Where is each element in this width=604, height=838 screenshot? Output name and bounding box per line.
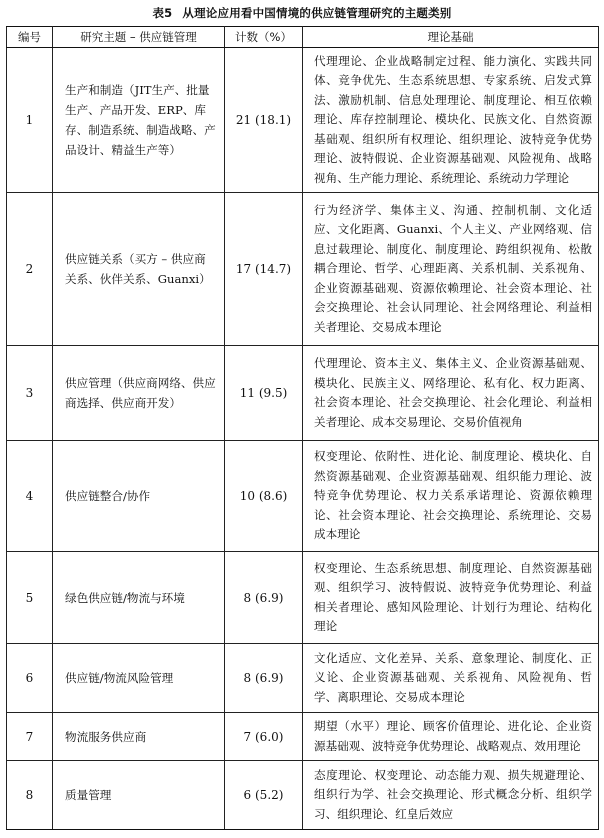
row-theory: 权变理论、依附性、进化论、制度理论、模块化、自然资源基础观、企业资源基础观、组织能力理论、波特竞争优势理论、权力关系承诺理论、资源依赖理论、社会资本理论、社会交换理论、系统理论、交易成本理论 (303, 441, 599, 552)
row-theory: 文化适应、文化差异、关系、意象理论、制度化、正义论、企业资源基础观、关系视角、风险视角、哲学、离职理论、交易成本理论 (303, 644, 599, 713)
row-theory: 行为经济学、集体主义、沟通、控制机制、文化适应、文化距离、Guanxi、个人主义、产业网络观、信息过载理论、制度化、制度理论、跨组织视角、松散耦合理论、哲学、心理距离、关系机制、关系视角、企业资源基础观、资源依赖理论、社会资本理论、社会交换理论、社会认同理论、社会网络理论、利益相关者理论、交易成本理论 (303, 193, 599, 346)
row-count: 17 (14.7) (225, 193, 303, 346)
row-count: 7 (6.0) (225, 713, 303, 761)
row-id: 8 (7, 761, 53, 830)
row-count: 10 (8.6) (225, 441, 303, 552)
row-count: 8 (6.9) (225, 644, 303, 713)
row-id: 1 (7, 48, 53, 193)
row-id: 6 (7, 644, 53, 713)
header-count: 计数（%） (225, 27, 303, 48)
row-topic: 物流服务供应商 (53, 713, 225, 761)
header-topic: 研究主题 – 供应链管理 (53, 27, 225, 48)
theory-topic-table (6, 26, 599, 830)
table-row (7, 441, 599, 552)
row-count: 21 (18.1) (225, 48, 303, 193)
row-topic: 质量管理 (53, 761, 225, 830)
row-topic: 供应链/物流风险管理 (53, 644, 225, 713)
row-theory: 代理理论、企业战略制定过程、能力演化、实践共同体、竞争优先、生态系统思想、专家系统、启发式算法、激励机制、信息处理理论、制度理论、相互依赖理论、库存控制理论、模块化、民族文化、自然资源基础观、组织所有权理论、组织理论、波特竞争优势理论、波特假说、企业资源基础观、风险视角、战略视角、生产能力理论、系统理论、系统动力学理论 (303, 48, 599, 193)
table-row (7, 193, 599, 346)
row-topic: 供应管理（供应商网络、供应商选择、供应商开发） (53, 346, 225, 441)
row-theory: 态度理论、权变理论、动态能力观、损失规避理论、组织行为学、社会交换理论、形式概念分析、组织学习、组织理论、红皇后效应 (303, 761, 599, 830)
table-title: 从理论应用看中国情境的供应链管理研究的主题类别 (182, 6, 452, 20)
row-id: 5 (7, 552, 53, 644)
row-id: 7 (7, 713, 53, 761)
table-header-row (7, 27, 599, 48)
row-theory: 权变理论、生态系统思想、制度理论、自然资源基础观、组织学习、波特假说、波特竞争优势理论、利益相关者理论、感知风险理论、计划行为理论、结构化理论 (303, 552, 599, 644)
row-topic: 生产和制造（JIT生产、批量生产、产品开发、ERP、库存、制造系统、制造战略、产品设计、精益生产等） (53, 48, 225, 193)
table-row (7, 713, 599, 761)
row-topic: 供应链关系（买方 – 供应商关系、伙伴关系、Guanxi） (53, 193, 225, 346)
row-topic: 绿色供应链/物流与环境 (53, 552, 225, 644)
header-theory: 理论基础 (303, 27, 599, 48)
row-id: 2 (7, 193, 53, 346)
table-number: 表5 (152, 6, 173, 20)
table-row (7, 761, 599, 830)
row-id: 4 (7, 441, 53, 552)
table-row (7, 552, 599, 644)
row-topic: 供应链整合/协作 (53, 441, 225, 552)
table-row (7, 346, 599, 441)
row-theory: 期望（水平）理论、顾客价值理论、进化论、企业资源基础观、波特竞争优势理论、战略观点、效用理论 (303, 713, 599, 761)
table-caption (0, 5, 604, 21)
row-id: 3 (7, 346, 53, 441)
row-count: 11 (9.5) (225, 346, 303, 441)
row-count: 8 (6.9) (225, 552, 303, 644)
table-row (7, 48, 599, 193)
row-count: 6 (5.2) (225, 761, 303, 830)
row-theory: 代理理论、资本主义、集体主义、企业资源基础观、模块化、民族主义、网络理论、私有化、权力距离、社会资本理论、社会交换理论、社会化理论、利益相关者理论、成本交易理论、交易价值视角 (303, 346, 599, 441)
table-row (7, 644, 599, 713)
header-id: 编号 (7, 27, 53, 48)
